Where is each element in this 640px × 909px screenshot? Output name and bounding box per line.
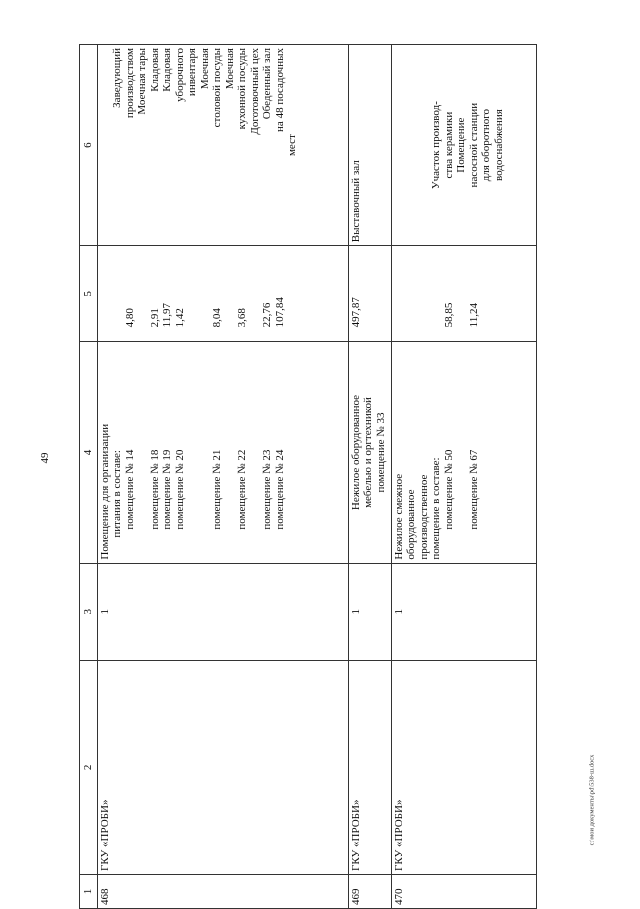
area-line <box>111 249 124 327</box>
purpose-line: инвентаря <box>186 48 198 97</box>
table-row-468 <box>97 45 348 909</box>
purpose-cell <box>97 45 348 246</box>
header-row <box>80 45 98 909</box>
purpose-line: Моечная <box>223 48 236 90</box>
table-row-469 <box>348 45 391 909</box>
object-line: Нежилое смежное <box>392 473 405 560</box>
page-number: 49 <box>39 452 51 464</box>
purpose-line: столовой посуды <box>211 48 223 128</box>
object-line: помещение № 19 <box>161 449 173 530</box>
header-col-2: 2 <box>80 660 98 874</box>
object-line <box>455 345 468 559</box>
object-cell <box>97 342 348 563</box>
area-line: 22,76 <box>261 302 273 328</box>
purpose-line: Доготовочный цех <box>248 48 261 135</box>
header-col-4: 4 <box>80 342 98 563</box>
area-line <box>249 249 262 327</box>
area-line <box>99 249 112 327</box>
object-line: помещение № 21 <box>211 449 223 530</box>
area-line <box>136 249 149 327</box>
header-col-6: 6 <box>80 45 98 246</box>
footer-file-path: c:\мои документы\pd\538-ш.docx <box>588 754 596 846</box>
object-line: Нежилое оборудованное <box>349 394 362 511</box>
area-line: 8,04 <box>211 308 223 328</box>
purpose-line: для оборотного <box>480 109 492 182</box>
count-cell: 1 <box>97 563 348 660</box>
object-line: помещение № 24 <box>273 449 286 530</box>
area-line <box>186 249 199 327</box>
object-cell <box>391 342 536 563</box>
purpose-line <box>418 48 431 242</box>
object-line: мебелью и оргтехникой <box>362 397 374 508</box>
object-line: помещение № 50 <box>442 449 455 530</box>
area-line <box>405 249 418 327</box>
purpose-line: Обеденный зал <box>261 48 273 120</box>
rotated-table-region <box>79 44 542 909</box>
owner-cell: ГКУ «ПРОБИ» <box>391 660 536 874</box>
purpose-cell <box>348 45 391 246</box>
object-line: помещение № 20 <box>173 449 186 530</box>
area-line <box>430 249 443 327</box>
area-cell <box>391 246 536 342</box>
area-cell <box>97 246 348 342</box>
table-row-470 <box>391 45 536 909</box>
registry-table <box>79 44 537 909</box>
object-line: производственное <box>417 474 430 560</box>
area-line: 11,97 <box>161 303 173 328</box>
area-line: 3,68 <box>236 308 248 328</box>
row-number: 468 <box>97 874 348 908</box>
purpose-line: водоснабжения <box>492 109 505 182</box>
purpose-line: уборочного <box>173 48 186 102</box>
object-line: помещение № 67 <box>467 449 480 530</box>
area-line: 2,91 <box>148 308 161 328</box>
area-line: 107,84 <box>273 297 286 328</box>
object-line <box>224 345 237 559</box>
purpose-line: Помещение <box>455 117 467 173</box>
object-line: помещение № 22 <box>236 449 248 530</box>
object-line <box>186 345 199 559</box>
purpose-line: Моечная тары <box>136 48 148 115</box>
object-line <box>199 345 212 559</box>
count-cell: 1 <box>348 563 391 660</box>
area-cell <box>348 246 391 342</box>
header-col-1: 1 <box>80 874 98 908</box>
purpose-line: насосной станции <box>467 102 480 188</box>
object-line <box>136 345 149 559</box>
object-line: помещение № 18 <box>148 449 161 530</box>
object-line: оборудованное <box>405 489 417 560</box>
purpose-line: Кладовая <box>161 48 173 92</box>
area-line: 58,85 <box>442 302 455 328</box>
area-line: 497,87 <box>349 297 362 328</box>
header-col-3: 3 <box>80 563 98 660</box>
purpose-line: производством <box>123 48 136 119</box>
owner-cell: ГКУ «ПРОБИ» <box>348 660 391 874</box>
area-line <box>393 249 406 327</box>
area-line <box>224 249 237 327</box>
purpose-line: кухонной посуды <box>236 48 248 130</box>
purpose-line: Моечная <box>198 48 211 90</box>
area-line <box>418 249 431 327</box>
header-col-5: 5 <box>80 246 98 342</box>
purpose-line: Выставочный зал <box>349 160 362 243</box>
object-line: помещение в составе: <box>430 457 442 560</box>
object-line: питания в составе: <box>111 450 123 538</box>
purpose-line: на 48 посадочных <box>273 48 286 132</box>
purpose-cell <box>391 45 536 246</box>
area-line <box>455 249 468 327</box>
purpose-line: ства керамики <box>442 111 455 179</box>
purpose-line: мест <box>286 134 298 157</box>
object-line: Помещение для организации <box>98 423 111 560</box>
area-line: 4,80 <box>123 308 136 328</box>
owner-cell: ГКУ «ПРОБИ» <box>97 660 348 874</box>
purpose-line <box>99 48 112 242</box>
count-cell: 1 <box>391 563 536 660</box>
object-line: помещение № 33 <box>374 412 387 493</box>
row-number: 469 <box>348 874 391 908</box>
purpose-line: Кладовая <box>148 48 161 92</box>
area-line: 1,42 <box>173 308 186 328</box>
area-line <box>199 249 212 327</box>
object-line <box>249 345 262 559</box>
purpose-line: Заведующий <box>111 48 123 108</box>
object-line: помещение № 23 <box>261 449 273 530</box>
purpose-line: Участок производ- <box>430 101 442 190</box>
object-cell <box>348 342 391 563</box>
purpose-line <box>393 48 406 242</box>
row-number: 470 <box>391 874 536 908</box>
area-line: 11,24 <box>467 303 480 328</box>
purpose-line <box>405 48 418 242</box>
object-line: помещение № 14 <box>123 449 136 530</box>
